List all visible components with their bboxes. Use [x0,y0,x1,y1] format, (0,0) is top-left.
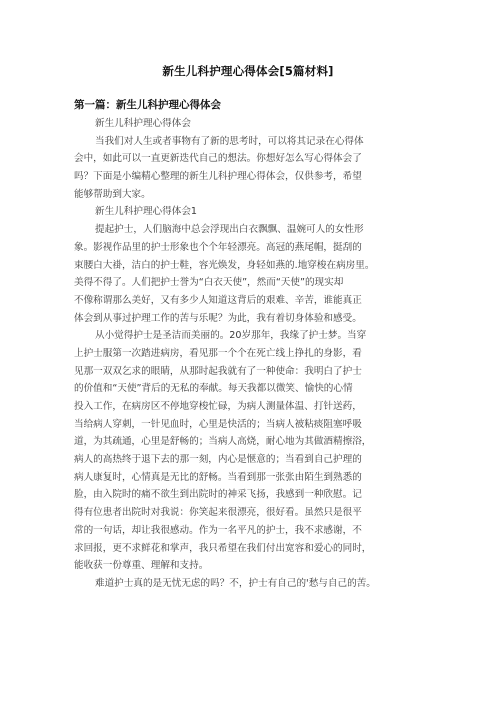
paragraph-line: 求回报，更不求鲜花和掌声，我只希望在我们付出宽容和爱心的同时， [74,542,372,554]
paragraph-line: 新生儿科护理心得体会1 [95,206,198,218]
paragraph-line: 象。影视作品里的护士形象也个个年轻漂亮。高冠的燕尾帽，挺刮的 [74,241,362,253]
paragraph-line: 的价值和“天使”背后的无私的奉献。每天我都以微笑、愉快的心情 [74,383,353,395]
paragraph-line: 当我们对人生或者事物有了新的思考时，可以将其记录在心得体 [95,135,364,147]
paragraph-line: 会中，如此可以一直更新迭代自己的想法。你想好怎么写心得体会了 [74,153,362,165]
paragraph-line: 病人的高热终于退下去的那一刻，内心是惬意的；当看到自己护理的 [74,454,362,466]
paragraph-line: 不像称谓那么美好，又有多少人知道这背后的艰难、辛苦，谁能真正 [74,294,362,306]
paragraph-line: 脸，由入院时的痛不欲生到出院时的神采飞扬，我感到一种欣慰。记 [74,489,362,501]
paragraph-line: 投入工作，在病房区不停地穿梭忙碌，为病人测量体温、打针送药， [74,401,362,412]
paragraph-line: 道，为其疏通，心里是舒畅的；当病人高烧，耐心地为其做酒精擦浴， [74,436,372,448]
paragraph-line: 常的一句话，却让我很感动。作为一名平凡的护士，我不求感谢，不 [74,524,362,536]
paragraph-line: 体会到从事过护理工作的苦与乐呢？为此，我有着切身体验和感受。 [74,312,362,324]
paragraph-line: 美得不得了。人们把护士誉为“白衣天使”，然而“天使”的现实却 [74,277,344,289]
section-heading: 第一篇：新生儿科护理心得体会 [74,99,221,111]
paragraph-line: 病人康复时，心情真是无比的舒畅。当看到那一张张由陌生到熟悉的 [74,471,362,483]
paragraph-line: 新生儿科护理心得体会 [95,118,191,129]
paragraph-line: 得有位患者出院时对我说：你笑起来很漂亮，很好看。虽然只是很平 [74,507,362,519]
document-body [74,115,430,593]
paragraph-line: 提起护士，人们脑海中总会浮现出白衣飘飘、温婉可人的女性形 [95,224,364,236]
paragraph-line: 见那一双双乞求的眼睛，从那时起我就有了一种使命：我明白了护士 [74,365,362,377]
paragraph-line: 吗？下面是小编精心整理的新生儿科护理心得体会，仅供参考，希望 [74,171,362,183]
paragraph-line: 当给病人穿刺，一针见血时，心里是快活的；当病人被粘痰阻塞呼吸 [74,418,362,430]
paragraph-line: 束腰白大褂，洁白的护士鞋，容光焕发，身轻如燕的.地穿梭在病房里。 [74,259,375,271]
paragraph-line: 难道护士真的是无忧无虑的吗？不，护士有自己的'愁与自己的苦。 [95,577,376,589]
paragraph-line: 上护士服第一次踏进病房，看见那一个个在死亡线上挣扎的身影，看 [74,347,362,359]
paragraph-line: 能够帮助到大家。 [74,188,151,200]
paragraph-line: 从小觉得护士是圣洁而美丽的。20岁那年，我缘了护士梦。当穿 [95,330,367,342]
paragraph-line: 能收获一份尊重、理解和支持。 [74,560,209,572]
document-title: 新生儿科护理心得体会[5篇材料] [162,64,334,78]
